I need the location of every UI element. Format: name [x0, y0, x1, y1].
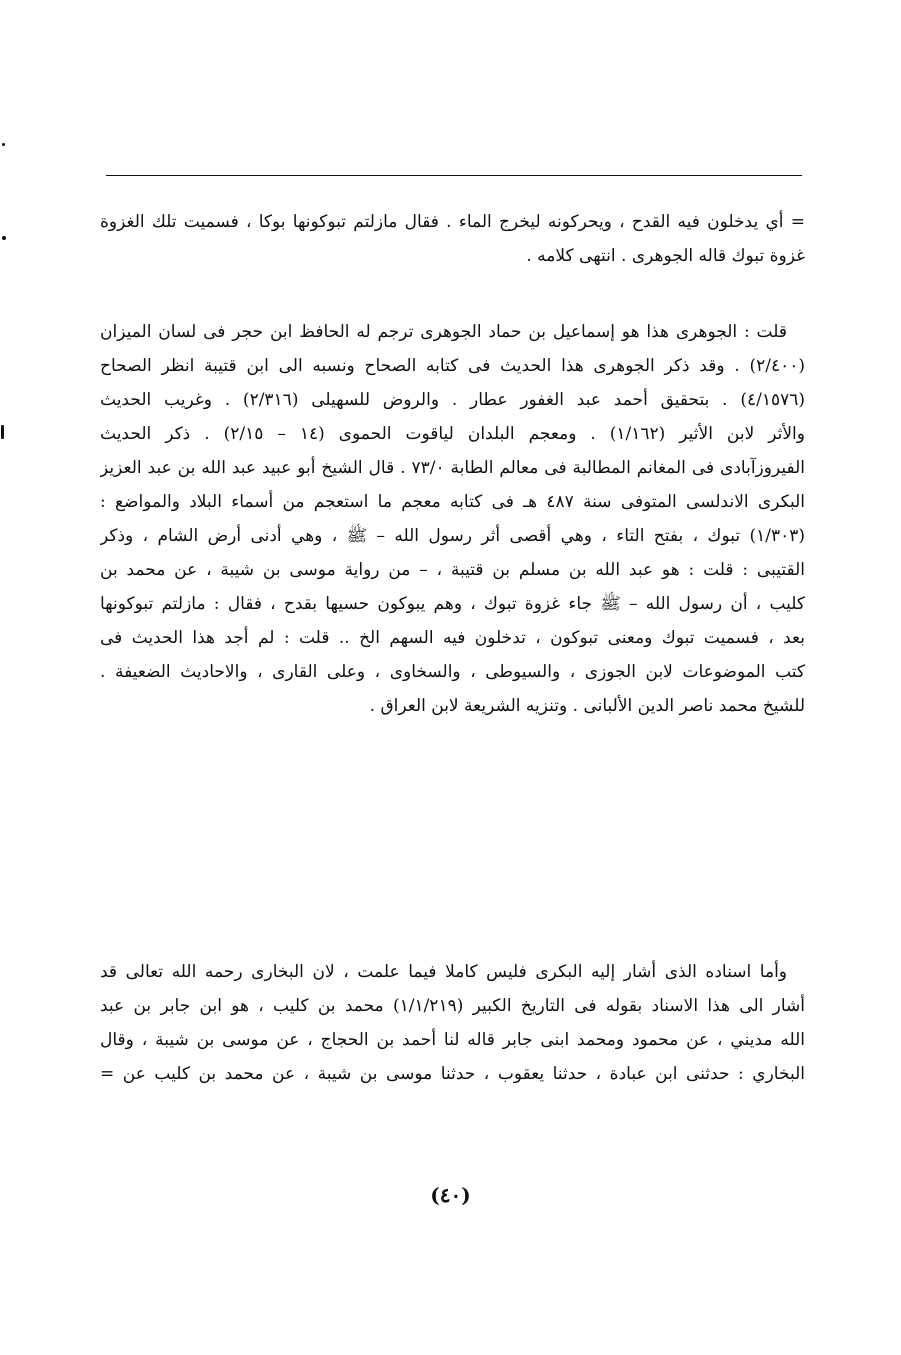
main-paragraph — [100, 315, 805, 723]
margin-speck — [2, 143, 5, 146]
text-line: البكرى الاندلسى المتوفى سنة ٤٨٧ هـ فى كتابه معجم ما استعجم من أسماء البلاد والمواضع : — [100, 492, 805, 512]
margin-speck — [1, 425, 4, 439]
page-number: (٤٠) — [430, 1183, 471, 1207]
text-line: = أي يدخلون فيه القدح ، ويحركونه ليخرج الماء . فقال مازلتم تبوكونها بوكا ، فسميت تلك الغزوة — [100, 212, 805, 232]
margin-speck — [2, 236, 6, 240]
footnote-continuation — [100, 205, 805, 273]
footnote-separator-rule — [106, 175, 802, 176]
text-line: والأثر لابن الأثير (١/١٦٢) . ومعجم البلدان لياقوت الحموى (١٤ – ٢/١٥) . ذكر الحديث — [100, 424, 805, 444]
text-line: أشار الى هذا الاسناد بقوله فى التاريخ الكبير (١/١/٢١٩) محمد بن كليب ، هو ابن جابر بن عبد — [100, 996, 805, 1016]
text-line: كتب الموضوعات لابن الجوزى ، والسيوطى ، والسخاوى ، وعلى القارى ، والاحاديث الضعيفة . — [100, 662, 805, 682]
text-line: الله مديني ، عن محمود ومحمد ابنى جابر قاله لنا أحمد بن الحجاج ، عن موسى بن شيبة ، وقال — [100, 1030, 805, 1050]
text-line: (٢/٤٠٠) . وقد ذكر الجوهرى هذا الحديث فى كتابه الصحاح ونسبه الى ابن قتيبة انظر الصحاح — [100, 356, 805, 376]
text-line: بعد ، فسميت تبوك ومعنى تبوكون ، تدخلون فيه السهم الخ .. قلت : لم أجد هذا الحديث فى — [100, 628, 805, 648]
text-line: قلت : الجوهرى هذا هو إسماعيل بن حماد الجوهرى ترجم له الحافظ ابن حجر فى لسان الميزان — [100, 322, 787, 342]
text-line: للشيخ محمد ناصر الدين الألبانى . وتنزيه الشريعة لابن العراق . — [369, 696, 805, 716]
text-line: القتيبى : قلت : هو عبد الله بن مسلم بن قتيبة ، – من رواية موسى بن شيبة ، عن محمد بن — [100, 560, 805, 580]
text-line: وأما اسناده الذى أشار إليه البكرى فليس كاملا فيما علمت ، لان البخارى رحمه الله تعالى قد — [100, 962, 787, 982]
text-line: البخاري : حدثنى ابن عبادة ، حدثنا يعقوب ، حدثنا موسى بن شيبة ، عن محمد بن كليب عن = — [100, 1064, 805, 1084]
second-paragraph — [100, 955, 805, 1091]
text-line: الفيروزآبادى فى المغانم المطالبة فى معالم الطابة ٧٣/٠ . قال الشيخ أبو عبيد عبد الله بن عبد العزيز — [100, 458, 805, 478]
text-line: (٤/١٥٧٦) . بتحقيق أحمد عبد الغفور عطار . والروض للسهيلى (٢/٣١٦) . وغريب الحديث — [100, 390, 805, 410]
text-line: غزوة تبوك قاله الجوهرى . انتهى كلامه . — [526, 246, 805, 266]
text-line: (١/٣٠٣) تبوك ، بفتح التاء ، وهي أقصى أثر رسول الله – ﷺ ، وهي أدنى أرض الشام ، وذكر — [100, 526, 805, 546]
text-line: كليب ، أن رسول الله – ﷺ جاء غزوة تبوك ، وهم يبوكون حسيها بقدح ، فقال : مازلتم تبوكونها — [100, 594, 805, 614]
